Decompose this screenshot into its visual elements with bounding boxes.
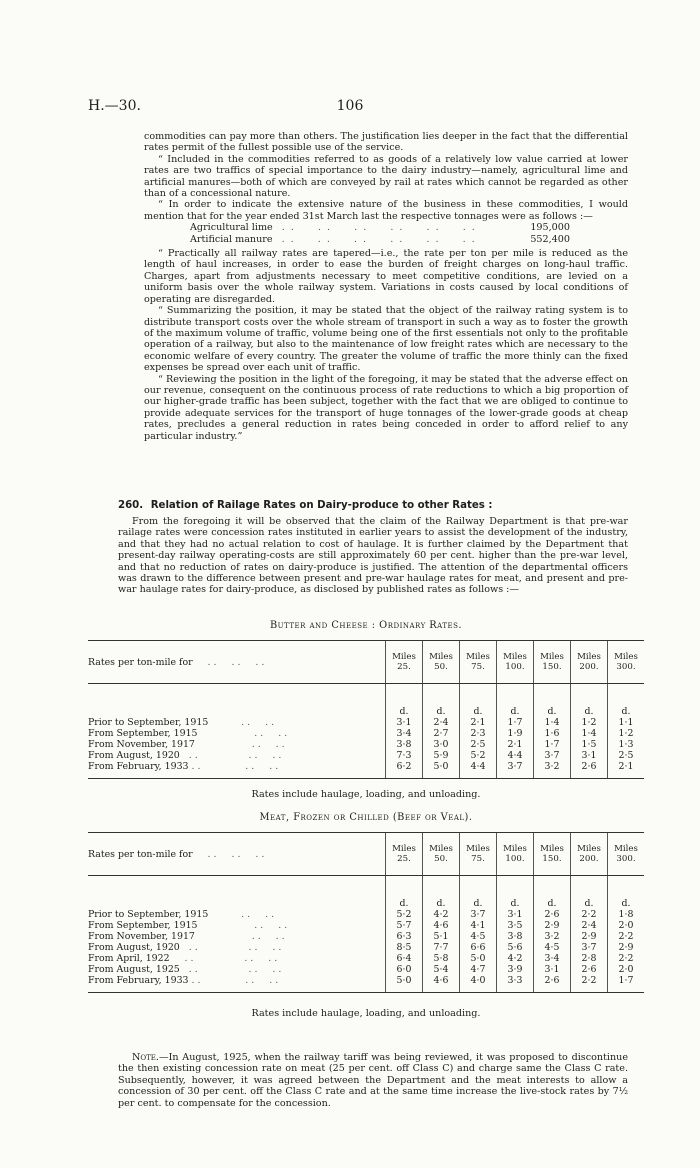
column-header: Miles 50.	[423, 641, 460, 684]
paragraph: commodities can pay more than others. The justification lies deeper in the fact that the differential rates permit of the fullest possible use of the service.	[144, 131, 628, 154]
section-number: 260.	[118, 500, 144, 511]
intro-text	[144, 131, 628, 442]
table-row: From August, 1925 .. .. .. 6·0 5·4 4·7 3·9 3·1 2·6 2·0	[88, 964, 644, 975]
column-header: Miles 75.	[460, 641, 497, 684]
page-number: 106	[336, 98, 364, 114]
paragraph: “ Summarizing the position, it may be stated that the object of the railway rating system is to distribute transport costs over the whole stream of transport in such a way as to foster the growth of the maximum volume of traffic, volume being one of the first essentials not only to the profitable operation of a railway, but also to the maintenance of low freight rates which are necessary to the economic welfare of every country. The greater the volume of traffic the more thinly can the fixed expenses be spread over each unit of traffic.	[144, 305, 628, 374]
unit-row: d. d. d. d. d. d. d.	[88, 684, 644, 718]
leader-dots: .. .. .. .. .. ..	[272, 233, 481, 245]
footnote	[118, 1052, 628, 1109]
paragraph: “ Practically all railway rates are tapered—i.e., the rate per ton per mile is reduced as the length of haul increases, in order to ease the burden of freight charges on long-haul traffic. Charges, apart from adjustments necessary to meet competitive conditions, are levied on a uniform basis over the whole railway system. Variations in costs caused by local conditions of operating are disregarded.	[144, 248, 628, 305]
table-note: Rates include haulage, loading, and unloading.	[251, 1008, 481, 1019]
row-label-header: Rates per ton-mile for	[88, 656, 193, 668]
tonnage-row	[190, 234, 570, 245]
table-row: From February, 1933 .. .. .. 6·2 5·0 4·4 3·7 3·2 2·6 2·1	[88, 761, 644, 779]
column-header: Miles 50.	[423, 833, 460, 876]
table-caption: Butter and Cheese : Ordinary Rates.	[269, 620, 463, 631]
column-header: Rates per ton-mile for .. .. ..	[88, 833, 386, 876]
tonnage-value: 195,000	[530, 222, 570, 234]
paragraph: “ In order to indicate the extensive nature of the business in these commodities, I would mention that for the year ended 31st March last the respective tonnages were as follows :—	[144, 199, 628, 222]
document-reference: H.—30.	[88, 98, 141, 114]
section-heading	[118, 500, 492, 511]
column-header: Miles 150.	[534, 641, 571, 684]
table-row: Prior to September, 1915 .. .. 5·2 4·2 3·7 3·1 2·6 2·2 1·8	[88, 909, 644, 920]
note-text: —In August, 1925, when the railway tariff was being reviewed, it was proposed to discontinue the then existing concession rate on meat (25 per cent. off Class C) and charge same the Class C rate. Subsequently, however, it was agreed between the Department and the meat interests to allow a concession of 30 per cent. off the Class C rate and at the same time increase the live-stock rates by 7½ per cent. to compensate for the concession.	[118, 1052, 628, 1109]
column-header: Miles 200.	[571, 641, 608, 684]
tonnage-label: Artificial manure	[190, 233, 273, 245]
column-header: Miles 200.	[571, 833, 608, 876]
table-row: Prior to September, 1915 .. .. 3·1 2·4 2·1 1·7 1·4 1·2 1·1	[88, 717, 644, 728]
column-header: Miles 150.	[534, 833, 571, 876]
meat-rates-table	[88, 832, 644, 993]
leader-dots: .. .. .. .. .. ..	[272, 222, 481, 234]
column-header: Miles 300.	[608, 833, 645, 876]
paragraph: “ Reviewing the position in the light of the foregoing, it may be stated that the adverse effect on our revenue, consequent on the continuous process of rate reductions to which a big proportion of our higher-grade traffic has been subject, together with the fact that we are obliged to continue to provide adequate services for the transport of huge tonnages of the lower-grade goods at cheap rates, precludes a general reduction in rates being conceded in order to afford relief to any particular industry.”	[144, 373, 628, 442]
column-header: Rates per ton-mile for .. .. ..	[88, 641, 386, 684]
paragraph: “ Included in the commodities referred to as goods of a relatively low value carried at lower rates are two traffics of special importance to the dairy industry—namely, agricultural lime and artificial manures—both of which are conveyed by rail at rates which cannot be regarded as other than of a concessional nature.	[144, 153, 628, 200]
tonnage-value: 552,400	[530, 233, 570, 245]
column-header: Miles 300.	[608, 641, 645, 684]
column-header: Miles 100.	[497, 833, 534, 876]
table-row: From February, 1933 .. .. .. 5·0 4·6 4·0 3·3 2·6 2·2 1·7	[88, 975, 644, 993]
tonnage-label: Agricultural lime	[190, 222, 273, 234]
column-header: Miles 75.	[460, 833, 497, 876]
table-row: From November, 1917 .. .. 6·3 5·1 4·5 3·8 3·2 2·9 2·2	[88, 931, 644, 942]
page-header	[88, 98, 612, 120]
table-row: From August, 1920 .. .. .. 8·5 7·7 6·6 5·6 4·5 3·7 2·9	[88, 942, 644, 953]
section-title: Relation of Railage Rates on Dairy-produce to other Rates :	[150, 500, 493, 511]
row-label-header: Rates per ton-mile for	[88, 848, 193, 860]
table-row: From April, 1922 .. .. .. 6·4 5·8 5·0 4·2 3·4 2·8 2·2	[88, 953, 644, 964]
unit-row: d. d. d. d. d. d. d.	[88, 876, 644, 910]
table-row: From November, 1917 .. .. 3·8 3·0 2·5 2·1 1·7 1·5 1·3	[88, 739, 644, 750]
section-body	[118, 516, 628, 596]
column-header: Miles 25.	[386, 833, 423, 876]
note-label: Note.	[132, 1052, 159, 1063]
table-row: From September, 1915 .. .. 5·7 4·6 4·1 3·5 2·9 2·4 2·0	[88, 920, 644, 931]
table-note: Rates include haulage, loading, and unloading.	[251, 789, 481, 800]
column-header: Miles 100.	[497, 641, 534, 684]
table-row: From September, 1915 .. .. 3·4 2·7 2·3 1·9 1·6 1·4 1·2	[88, 728, 644, 739]
butter-cheese-rates-table	[88, 640, 644, 779]
tonnage-row	[190, 222, 570, 233]
table-caption: Meat, Frozen or Chilled (Beef or Veal).	[259, 812, 473, 823]
table-row: From August, 1920 .. .. .. 7·3 5·9 5·2 4·4 3·7 3·1 2·5	[88, 750, 644, 761]
column-header: Miles 25.	[386, 641, 423, 684]
paragraph: From the foregoing it will be observed that the claim of the Railway Department is that pre-war railage rates were concession rates instituted in earlier years to assist the development of the industry, and that they had no actual relation to cost of haulage. It is further claimed by the Department that present-day railway operating-costs are still approximately 60 per cent. higher than the pre-war level, and that no reduction of rates on dairy-produce is justified. The attention of the departmental officers was drawn to the difference between present and pre-war haulage rates for meat, and present and pre-war haulage rates for dairy-produce, as disclosed by published rates as follows :—	[118, 516, 628, 596]
